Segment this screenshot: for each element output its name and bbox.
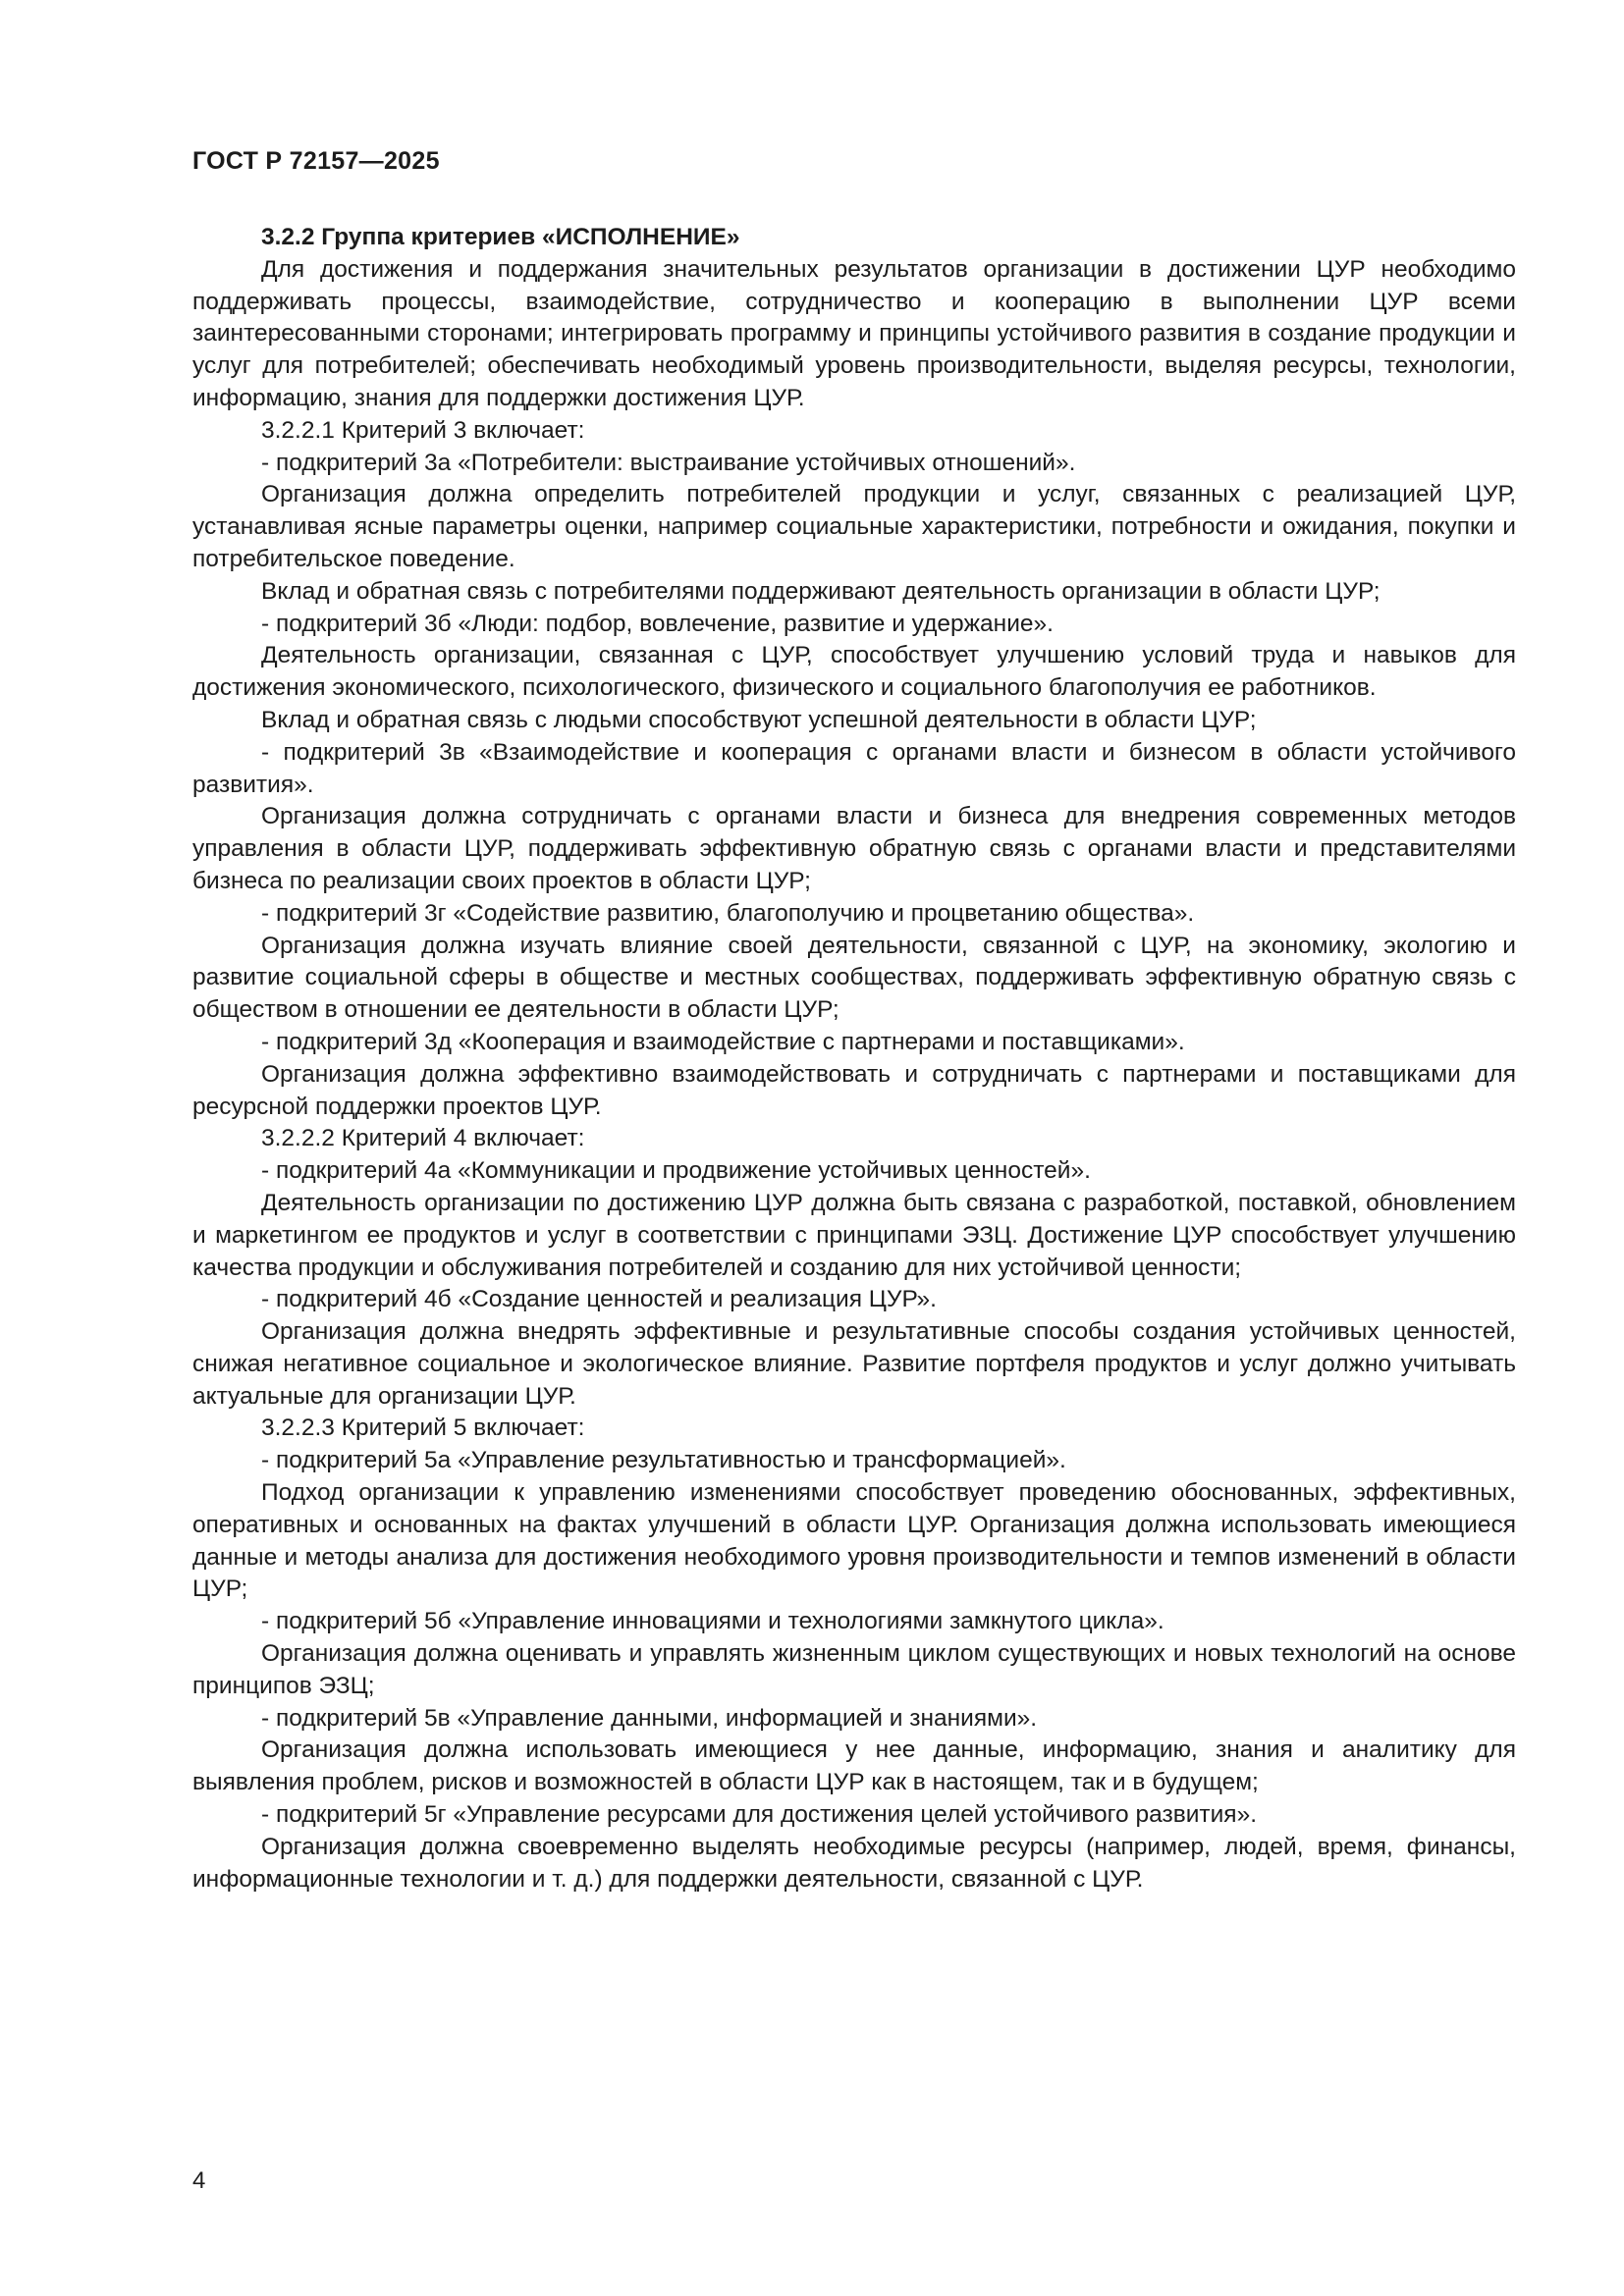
section-heading: 3.2.2 Группа критериев «ИСПОЛНЕНИЕ» (261, 224, 740, 250)
subcriterion-3g: - подкритерий 3г «Содействие развитию, благополучию и процветанию общества». (261, 899, 1195, 927)
subcriterion-3d: - подкритерий 3д «Кооперация и взаимодействие с партнерами и поставщиками». (261, 1028, 1185, 1055)
subcriterion-5a: - подкритерий 5а «Управление результативностью и трансформацией». (261, 1447, 1066, 1474)
subcriterion-4a: - подкритерий 4а «Коммуникации и продвижение устойчивых ценностей». (261, 1157, 1091, 1185)
document-code: ГОСТ Р 72157—2025 (192, 147, 440, 175)
subcriterion-5b: - подкритерий 5б «Управление инновациями и технологиями замкнутого цикла». (261, 1608, 1164, 1635)
subcriterion-5g: - подкритерий 5г «Управление ресурсами для достижения целей устойчивого развития». (261, 1801, 1258, 1829)
paragraph: Вклад и обратная связь с людьми способствуют успешной деятельности в области ЦУР; (261, 706, 1257, 733)
paragraph: Организация должна оценивать и управлять жизненным циклом существующих и новых технологий на основе принципов ЭЗЦ; (192, 1640, 1516, 1699)
section-body (192, 222, 1516, 1896)
paragraph: Вклад и обратная связь с потребителями поддерживают деятельность организации в области ЦУР; (261, 577, 1380, 605)
paragraph: Для достижения и поддержания значительных результатов организации в достижении ЦУР необходимо поддерживать процессы, взаимодействие, сотрудничество и кооперацию в выполнении ЦУР всеми заинтересованными сторонами; интегрировать программу и принципы устойчивого развития в создание продукции и услуг для потребителей; обеспечивать необходимый уровень производительности, выделяя ресурсы, технологии, информацию, знания для поддержки достижения ЦУР. (192, 255, 1516, 411)
paragraph: Организация должна определить потребителей продукции и услуг, связанных с реализацией ЦУР, устанавливая ясные параметры оценки, например социальные характеристики, потребности и ожидания, покупки и потребительское поведение. (192, 481, 1516, 572)
paragraph: Организация должна сотрудничать с органами власти и бизнеса для внедрения современных методов управления в области ЦУР, поддерживать эффективную обратную связь с органами власти и представителями бизнеса по реализации своих проектов в области ЦУР; (192, 803, 1516, 894)
paragraph: Деятельность организации по достижению ЦУР должна быть связана с разработкой, поставкой, обновлением и маркетингом ее продуктов и услуг в соответствии с принципами ЭЗЦ. Достижение ЦУР способствует улучшению качества продукции и обслуживания потребителей и созданию для них устойчивой ценности; (192, 1189, 1516, 1281)
criterion-5-title: 3.2.2.3 Критерий 5 включает: (261, 1415, 585, 1442)
subcriterion-5v: - подкритерий 5в «Управление данными, информацией и знаниями». (261, 1704, 1038, 1732)
criterion-3-title: 3.2.2.1 Критерий 3 включает: (261, 416, 585, 444)
paragraph: Деятельность организации, связанная с ЦУР, способствует улучшению условий труда и навыков для достижения экономического, психологического, физического и социального благополучия ее работников. (192, 642, 1516, 702)
paragraph: Организация должна внедрять эффективные и результативные способы создания устойчивых ценностей, снижая негативное социальное и экологическое влияние. Развитие портфеля продуктов и услуг должно учитывать актуальные для организации ЦУР. (192, 1318, 1516, 1410)
paragraph: Подход организации к управлению изменениями способствует проведению обоснованных, эффективных, оперативных и основанных на фактах улучшений в области ЦУР. Организация должна использовать имеющиеся данные и методы анализа для достижения необходимого уровня производительности и темпов изменений в области ЦУР; (192, 1479, 1516, 1603)
paragraph: Организация должна изучать влияние своей деятельности, связанной с ЦУР, на экономику, экологию и развитие социальной сферы в обществе и местных сообществах, поддерживать эффективную обратную связь с обществом в отношении ее деятельности в области ЦУР; (192, 932, 1516, 1024)
subcriterion-3v: - подкритерий 3в «Взаимодействие и кооперация с органами власти и бизнесом в области устойчивого развития». (192, 738, 1516, 798)
subcriterion-3a: - подкритерий 3а «Потребители: выстраивание устойчивых отношений». (261, 449, 1076, 476)
page-number: 4 (192, 2167, 206, 2194)
criterion-4-title: 3.2.2.2 Критерий 4 включает: (261, 1125, 585, 1152)
paragraph: Организация должна эффективно взаимодействовать и сотрудничать с партнерами и поставщиками для ресурсной поддержки проектов ЦУР. (192, 1060, 1516, 1120)
subcriterion-4b: - подкритерий 4б «Создание ценностей и реализация ЦУР». (261, 1286, 937, 1313)
paragraph: Организация должна своевременно выделять необходимые ресурсы (например, людей, время, финансы, информационные технологии и т. д.) для поддержки деятельности, связанной с ЦУР. (192, 1833, 1516, 1893)
subcriterion-3b: - подкритерий 3б «Люди: подбор, вовлечение, развитие и удержание». (261, 610, 1054, 637)
paragraph: Организация должна использовать имеющиеся у нее данные, информацию, знания и аналитику для выявления проблем, рисков и возможностей в области ЦУР как в настоящем, так и в будущем; (192, 1736, 1516, 1796)
